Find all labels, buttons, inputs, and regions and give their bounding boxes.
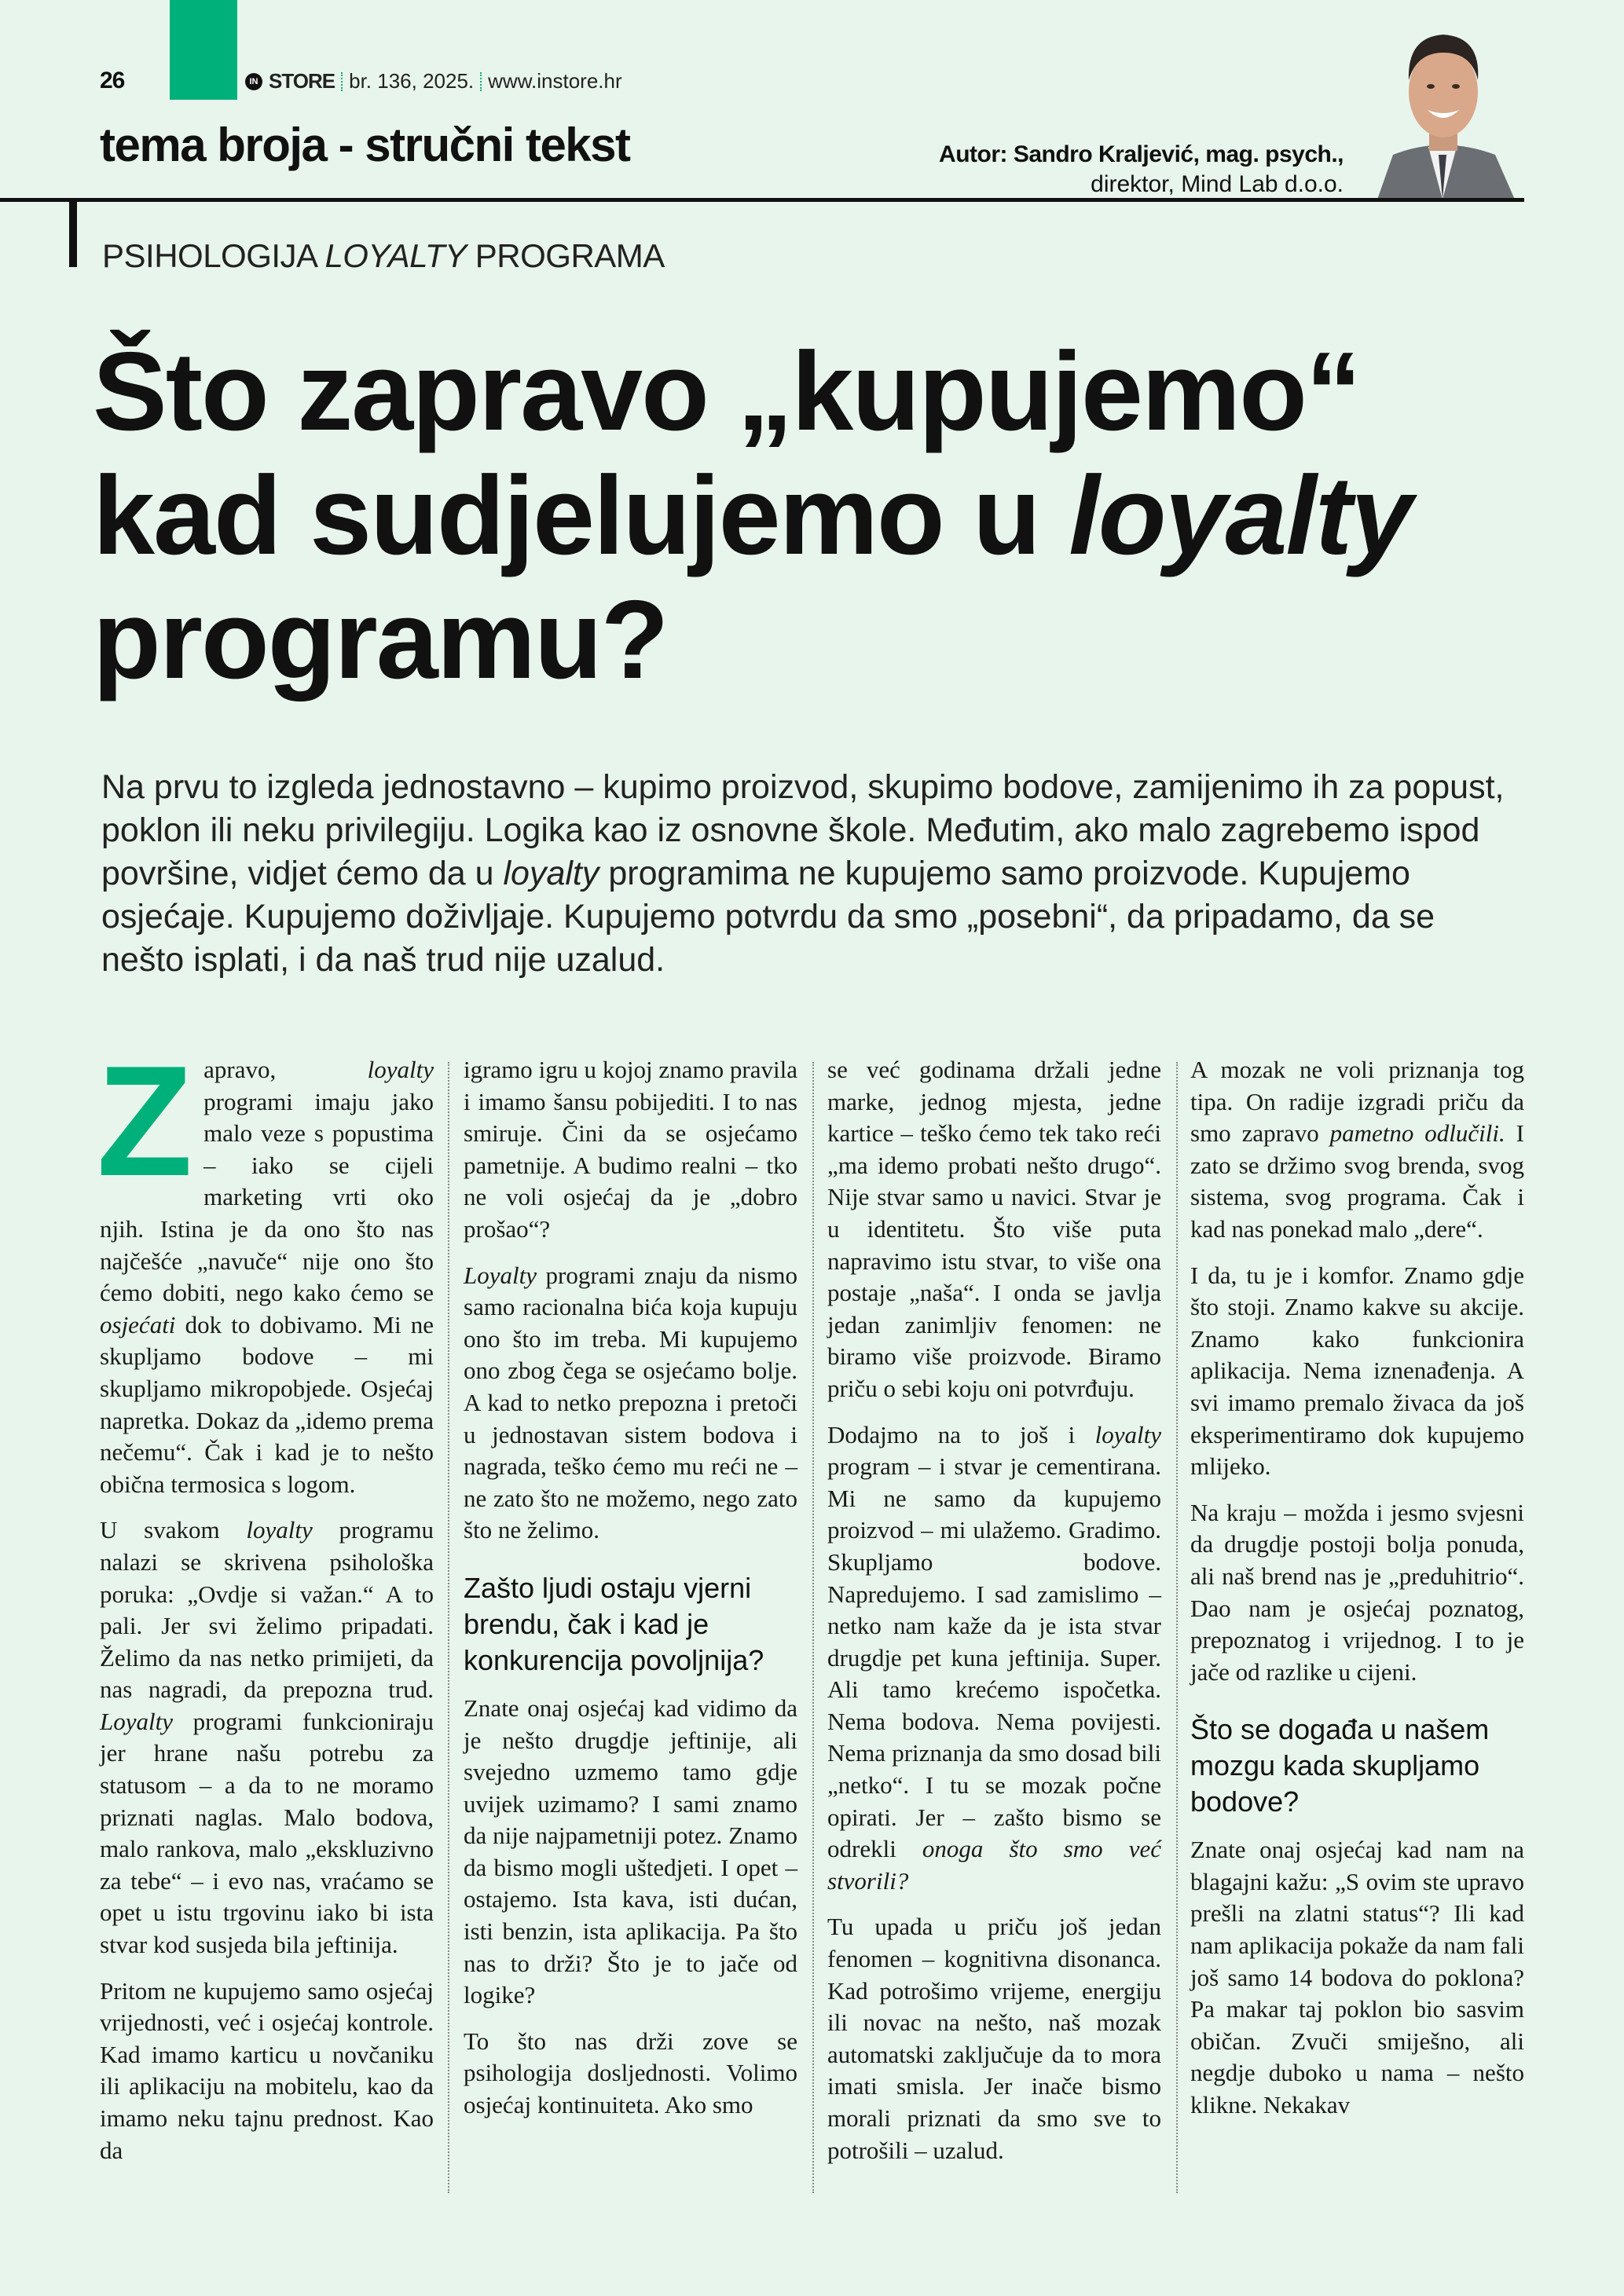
issue-number: br. 136, 2025. — [349, 69, 475, 93]
author-name: Autor: Sandro Kraljević, mag. psych., — [939, 141, 1344, 167]
author-byline — [939, 140, 1344, 200]
website-link[interactable]: www.instore.hr — [488, 69, 622, 93]
text: se već godinama držali jedne marke, jednog mjesta, jedne kartice – teško ćemo tek tako reći „ma idemo probati nešto drugo“. Nije stvar samo u navici. Stvar je u identitetu. Što više puta napravimo istu stvar, to više ona postaje „naša“. I onda se javlja jedan zanimljiv fenomen: ne biramo više proizvode. Biramo priču o sebi koju oni potvrđuju. — [827, 1056, 1161, 1402]
magazine-logo-icon: IN — [245, 73, 262, 90]
text: Dodajmo na to još i — [827, 1420, 1095, 1448]
kicker-bar — [69, 200, 77, 267]
text-column — [1190, 1054, 1524, 2136]
text: programi imaju jako malo veze s popustima – iako se cijeli marketing vrti oko njih. Istina je da ono što nas najčešće „navuče“ nije ono što ćemo dobiti, nego kako ćemo se — [100, 1087, 434, 1307]
text: igramo igru u kojoj znamo pravila i imamo šansu pobijediti. I to nas smiruje. Čini da se osjećamo pametnije. A budimo realni – tko ne voli osjećaj da je „dobro prošao“? — [464, 1056, 797, 1243]
text: I da, tu je i komfor. Znamo gdje što stoji. Znamo kakve su akcije. Znamo kako funkcionira aplikacija. Nema iznenađenja. A svi imamo premalo živaca da još eksperimentiramo dok kupujemo mlijeko. — [1190, 1261, 1524, 1481]
column-divider — [448, 1062, 449, 2193]
magazine-info — [245, 69, 622, 93]
magazine-name: STORE — [269, 69, 335, 93]
text: I zato se držimo svog brenda, svog sistema, svog programa. Čak i kad nas ponekad malo „dere“. — [1190, 1119, 1524, 1243]
text: A mozak ne voli priznanja tog tipa. On radije izgradi priču da smo zapravo — [1190, 1056, 1524, 1148]
title-italic: loyalty — [1069, 453, 1412, 578]
text: program – i stvar je cementirana. Mi ne samo da kupujemo proizvod – mi ulažemo. Gradimo. Skupljamo bodove. Napredujemo. I sad zamislimo – netko nam kaže da je ista stvar drugdje pet kuna jeftinija. Super. Ali tamo krećemo ispočetka. Nema bodova. Nema povijesti. Nema priznanja da smo dosad bili „netko“. I tu se mozak počne opirati. Jer – zašto bismo se odrekli — [827, 1452, 1161, 1863]
italic-text: osjećati — [100, 1310, 176, 1338]
italic-text: loyalty — [1094, 1420, 1161, 1448]
paragraph — [1190, 1260, 1524, 1483]
text: Znate onaj osjećaj kad nam na blagajni kažu: „S ovim ste upravo prešli na zlatni status“? Ili kad nam aplikacija pokaže da nam fali još samo 14 bodova do poklona? Pa makar taj poklon bio sasvim običan. Zvuči smiješno, ali negdje duboko u nama – nešto klikne. Nekakav — [1190, 1836, 1524, 2119]
text: Tu upada u priču još jedan fenomen – kognitivna disonanca. Kad potrošimo vrijeme, energiju ili novac na nešto, naš mozak automatski zaključuje da to mora imati smisla. Jer inače bismo morali priznati da smo sve to potrošili – uzalud. — [827, 1913, 1161, 2164]
italic-text: loyalty — [367, 1056, 434, 1083]
header-accent-bar — [170, 0, 237, 100]
paragraph — [100, 1976, 434, 2167]
drop-cap: Z — [97, 1034, 193, 1209]
text: apravo, — [203, 1056, 368, 1083]
kicker-text: PROGRAMA — [466, 237, 665, 274]
text-column — [97, 1034, 434, 2181]
paragraph — [464, 1693, 797, 2012]
text: Znate onaj osjećaj kad vidimo da je nešto drugdje jeftinije, ali svejedno uzmemo tamo gdje uvijek uzimamo? I sami znamo da nije najpametniji potez. Znamo da bismo mogli uštedjeti. I opet – ostajemo. Ista kava, isti dućan, isti benzin, ista aplikacija. Pa što nas to drži? Što je to jače od logike? — [464, 1694, 797, 2009]
paragraph — [1190, 1834, 1524, 2121]
article-title — [93, 330, 1570, 702]
section-title: tema broja - stručni tekst — [100, 119, 630, 171]
subheading — [464, 1570, 797, 1679]
paragraph — [827, 1054, 1161, 1405]
paragraph — [100, 1514, 434, 1961]
italic-text: Loyalty — [464, 1261, 537, 1289]
column-divider — [812, 1062, 814, 2193]
subheading — [1190, 1712, 1524, 1820]
title-line: programu? — [93, 577, 668, 702]
text: programu nalazi se skrivena psihološka poruka: „Ovdje si važan.“ A to pali. Jer svi želimo pripadati. Želimo da nas netko primijeti, da nas nagradi, da prepozna trud. — [100, 1516, 434, 1704]
header-rule — [0, 198, 1524, 202]
text: programi funkcioniraju jer hrane našu potrebu za statusom – a da to ne moramo priznati naglas. Malo bodova, malo rankova, malo „ekskluzivno za tebe“ – i evo nas, vraćamo se opet u istu trgovinu iako bi ista stvar kod susjeda bila jeftinija. — [100, 1707, 434, 1959]
italic-text: onoga što smo već stvorili? — [827, 1835, 1162, 1895]
divider — [480, 72, 482, 91]
paragraph — [464, 1054, 797, 1246]
italic-text: Loyalty — [100, 1707, 173, 1735]
text: Na kraju – možda i jesmo svjesni da drugdje postoji bolja ponuda, ali naš brend nas je „preduhitrio“. Dao nam je osjećaj poznatog, prepoznatog i vrijednog. I to je jače od razlike u cijeni. — [1190, 1498, 1524, 1686]
paragraph — [827, 1419, 1161, 1898]
lead-text: loyalty — [503, 855, 599, 892]
article-kicker — [102, 237, 665, 275]
text: To što nas drži zove se psihologija dosljednosti. Volimo osjećaj kontinuiteta. Ako smo — [464, 2027, 797, 2119]
paragraph — [1190, 1054, 1524, 1246]
text: U svakom — [100, 1516, 247, 1544]
italic-text: pametno odlučili. — [1329, 1119, 1505, 1148]
author-role: direktor, Mind Lab d.o.o. — [1091, 171, 1344, 197]
column-divider — [1176, 1062, 1178, 2193]
title-line — [93, 454, 1570, 578]
author-photo — [1362, 17, 1524, 200]
kicker-italic: LOYALTY — [324, 237, 467, 274]
title-text: kad sudjelujemo u — [93, 453, 1069, 578]
text: Zašto ljudi ostaju vjerni brendu, čak i kad je konkurencija povoljnija? — [464, 1571, 764, 1676]
text: dok to dobivamo. Mi ne skupljamo bodove – mi skupljamo mikropobjede. Osjećaj napretka. Dokaz da „idemo prema nečemu“. Čak i kad je to nešto obična termosica s logom. — [100, 1310, 434, 1498]
text: Što se događa u našem mozgu kada skupljamo bodove? — [1190, 1713, 1490, 1818]
lead-text: programima ne kupujemo samo proizvode. Kupujemo osjećaje. Kupujemo doživljaje. Kupujemo potvrdu da smo „posebni“, da pripadamo, da se nešto isplati, i da naš trud nije uzalud. — [101, 855, 1435, 979]
text: programi znaju da nismo samo racionalna bića koja kupuju ono što im treba. Mi kupujemo ono zbog čega se osjećamo bolje. A kad to netko prepozna i pretoči u jednostavan sistem bodova i nagrada, teško ćemo mu reći ne – ne zato što ne možemo, nego zato što ne želimo. — [464, 1261, 797, 1544]
text-column — [827, 1054, 1161, 2181]
page-number: 26 — [100, 68, 125, 93]
text-column — [464, 1054, 797, 2136]
title-line: Što zapravo „kupujemo“ — [93, 329, 1360, 454]
divider — [341, 72, 343, 91]
article-lead — [101, 766, 1516, 982]
kicker-text: PSIHOLOGIJA — [102, 237, 325, 274]
lead-text: Na prvu to izgleda jednostavno – kupimo proizvod, skupimo bodove, zamijenimo ih za popust, poklon ili neku privilegiju. Logika kao iz osnovne škole. Međutim, ako malo zagrebemo ispod površine, vidjet ćemo da u — [101, 768, 1505, 892]
paragraph — [97, 1034, 434, 1500]
italic-text: loyalty — [246, 1516, 313, 1544]
paragraph — [827, 1911, 1161, 2166]
paragraph — [464, 2026, 797, 2122]
paragraph — [464, 1260, 797, 1547]
paragraph — [1190, 1497, 1524, 1689]
text: Pritom ne kupujemo samo osjećaj vrijednosti, već i osjećaj kontrole. Kad imamo karticu u novčaniku ili aplikaciju na mobitelu, kao da imamo neku tajnu prednost. Kao da — [100, 1976, 434, 2164]
